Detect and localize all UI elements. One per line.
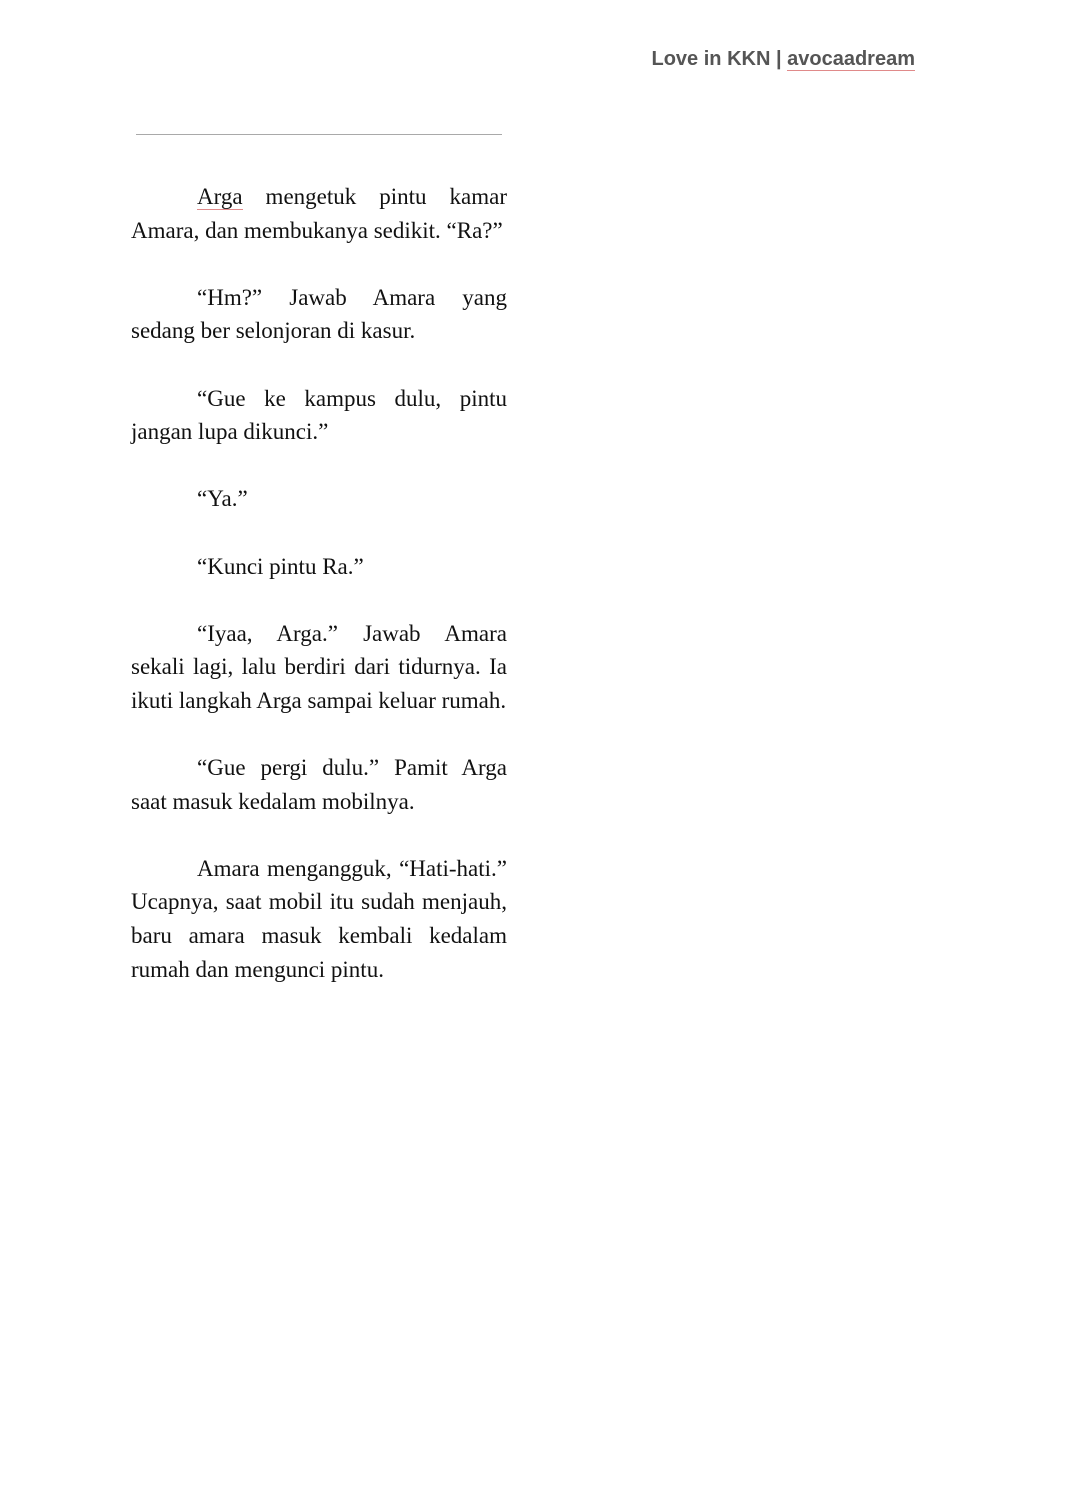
paragraph-first-word: Arga [197, 184, 243, 209]
section-divider [136, 134, 502, 135]
paragraph: “Ya.” [197, 486, 248, 512]
header-separator: | [770, 48, 788, 70]
paragraph-text: mengetuk pintu kamar Amara, dan membukanya sedikit. “Ra?” [131, 184, 507, 243]
paragraph: “Gue ke kampus dulu, pintu jangan lupa dikunci.” [131, 385, 507, 445]
paragraph [131, 180, 507, 247]
paragraph: “Kunci pintu Ra.” [197, 553, 364, 579]
paragraph: Amara mengangguk, “Hati-hati.” Ucapnya, saat mobil itu sudah menjauh, baru amara masuk kembali kedalam rumah dan mengunci pintu. [131, 855, 507, 982]
paragraph: “Gue pergi dulu.” Pamit Arga saat masuk kedalam mobilnya. [131, 755, 507, 814]
story-body [131, 180, 507, 1020]
author-name: avocaadream [787, 48, 915, 70]
paragraph: “Hm?” Jawab Amara yang sedang ber selonjoran di kasur. [131, 284, 507, 344]
page-header [652, 48, 916, 71]
paragraph: “Iyaa, Arga.” Jawab Amara sekali lagi, lalu berdiri dari tidurnya. Ia ikuti langkah Arga sampai keluar rumah. [131, 620, 507, 713]
book-title: Love in KKN [651, 48, 771, 70]
